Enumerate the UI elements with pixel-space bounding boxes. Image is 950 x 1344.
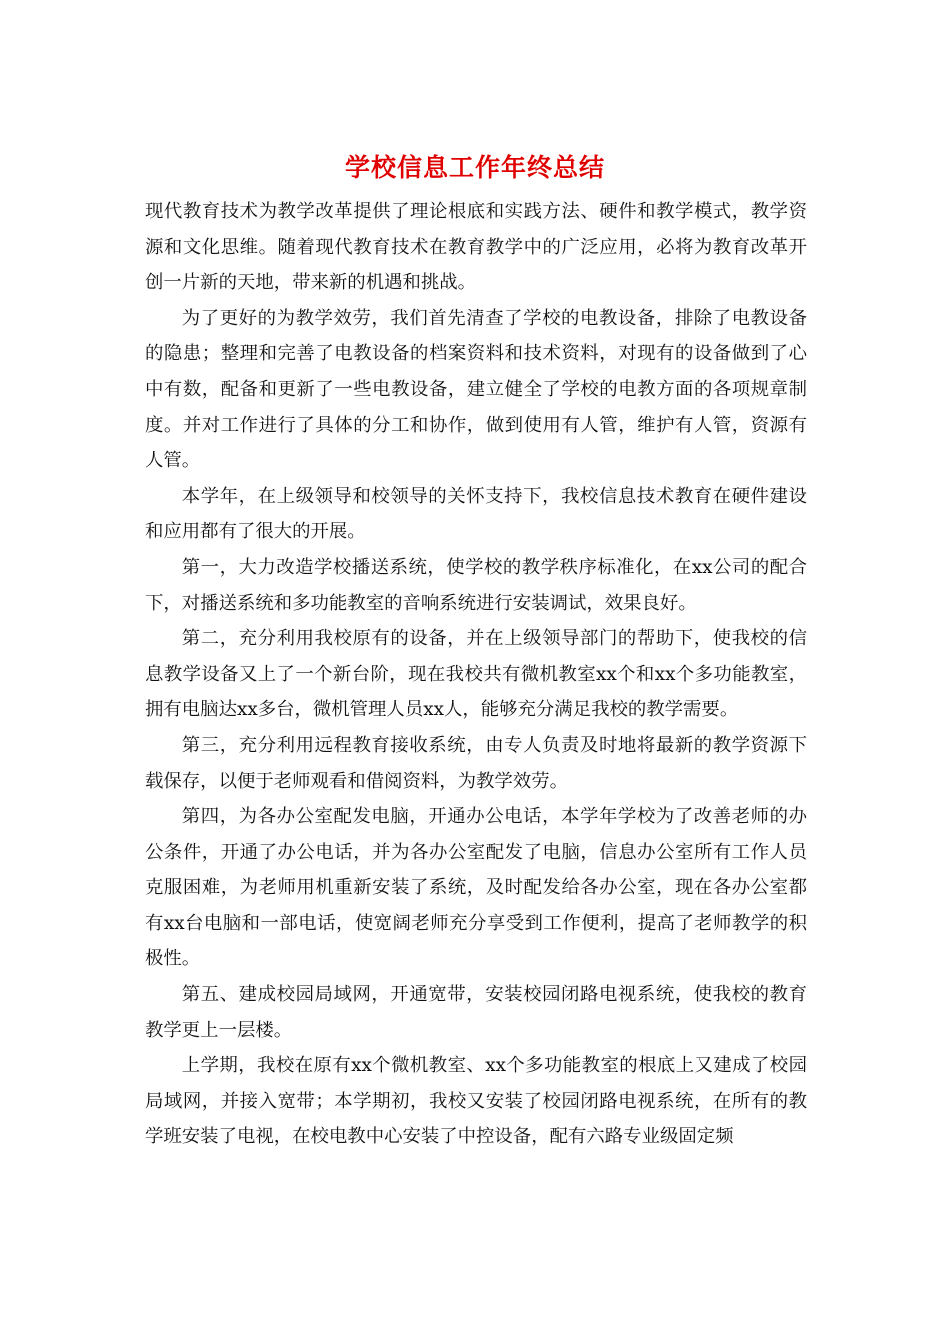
document-title: 学校信息工作年终总结 (344, 153, 605, 182)
paragraph: 第三，充分利用远程教育接收系统，由专人负责及时地将最新的教学资源下载保存，以便于老师观看和借阅资料，为教学效劳。 (145, 734, 807, 792)
paragraph: 第五、建成校园局域网，开通宽带，安装校园闭路电视系统，使我校的教育教学更上一层楼。 (145, 984, 807, 1041)
document-body (145, 194, 807, 1155)
paragraph: 第二，充分利用我校原有的设备，并在上级领导部门的帮助下，使我校的信息教学设备又上了一个新台阶，现在我校共有微机教室xx个和xx个多功能教室，拥有电脑达xx多台，微机管理人员xx人，能够充分满足我校的教学需要。 (145, 628, 807, 721)
paragraph: 上学期，我校在原有xx个微机教室、xx个多功能教室的根底上又建成了校园局域网，并接入宽带；本学期初，我校又安装了校园闭路电视系统，在所有的教学班安装了电视，在校电教中心安装了中控设备，配有六路专业级固定频 (145, 1055, 807, 1148)
paragraph: 第一，大力改造学校播送系统，使学校的教学秩序标准化，在xx公司的配合下，对播送系统和多功能教室的音响系统进行安装调试，效果良好。 (145, 556, 807, 614)
paragraph: 本学年，在上级领导和校领导的关怀支持下，我校信息技术教育在硬件建设和应用都有了很大的开展。 (145, 485, 807, 543)
paragraph: 为了更好的为教学效劳，我们首先清查了学校的电教设备，排除了电教设备的隐患；整理和完善了电教设备的档案资料和技术资料，对现有的设备做到了心中有数，配备和更新了一些电教设备，建立健全了学校的电教方面的各项规章制度。并对工作进行了具体的分工和协作，做到使用有人管，维护有人管，资源有人管。 (145, 307, 807, 472)
paragraph: 第四，为各办公室配发电脑，开通办公电话，本学年学校为了改善老师的办公条件，开通了办公电话，并为各办公室配发了电脑，信息办公室所有工作人员克服困难，为老师用机重新安装了系统，及时配发给各办公室，现在各办公室都有xx台电脑和一部电话，使宽阔老师充分享受到工作便利，提高了老师教学的积极性。 (145, 806, 807, 970)
paragraph-intro: 现代教育技术为教学改革提供了理论根底和实践方法、硬件和教学模式，教学资源和文化思维。随着现代教育技术在教育教学中的广泛应用，必将为教育改革开创一片新的天地，带来新的机遇和挑战。 (145, 201, 807, 294)
